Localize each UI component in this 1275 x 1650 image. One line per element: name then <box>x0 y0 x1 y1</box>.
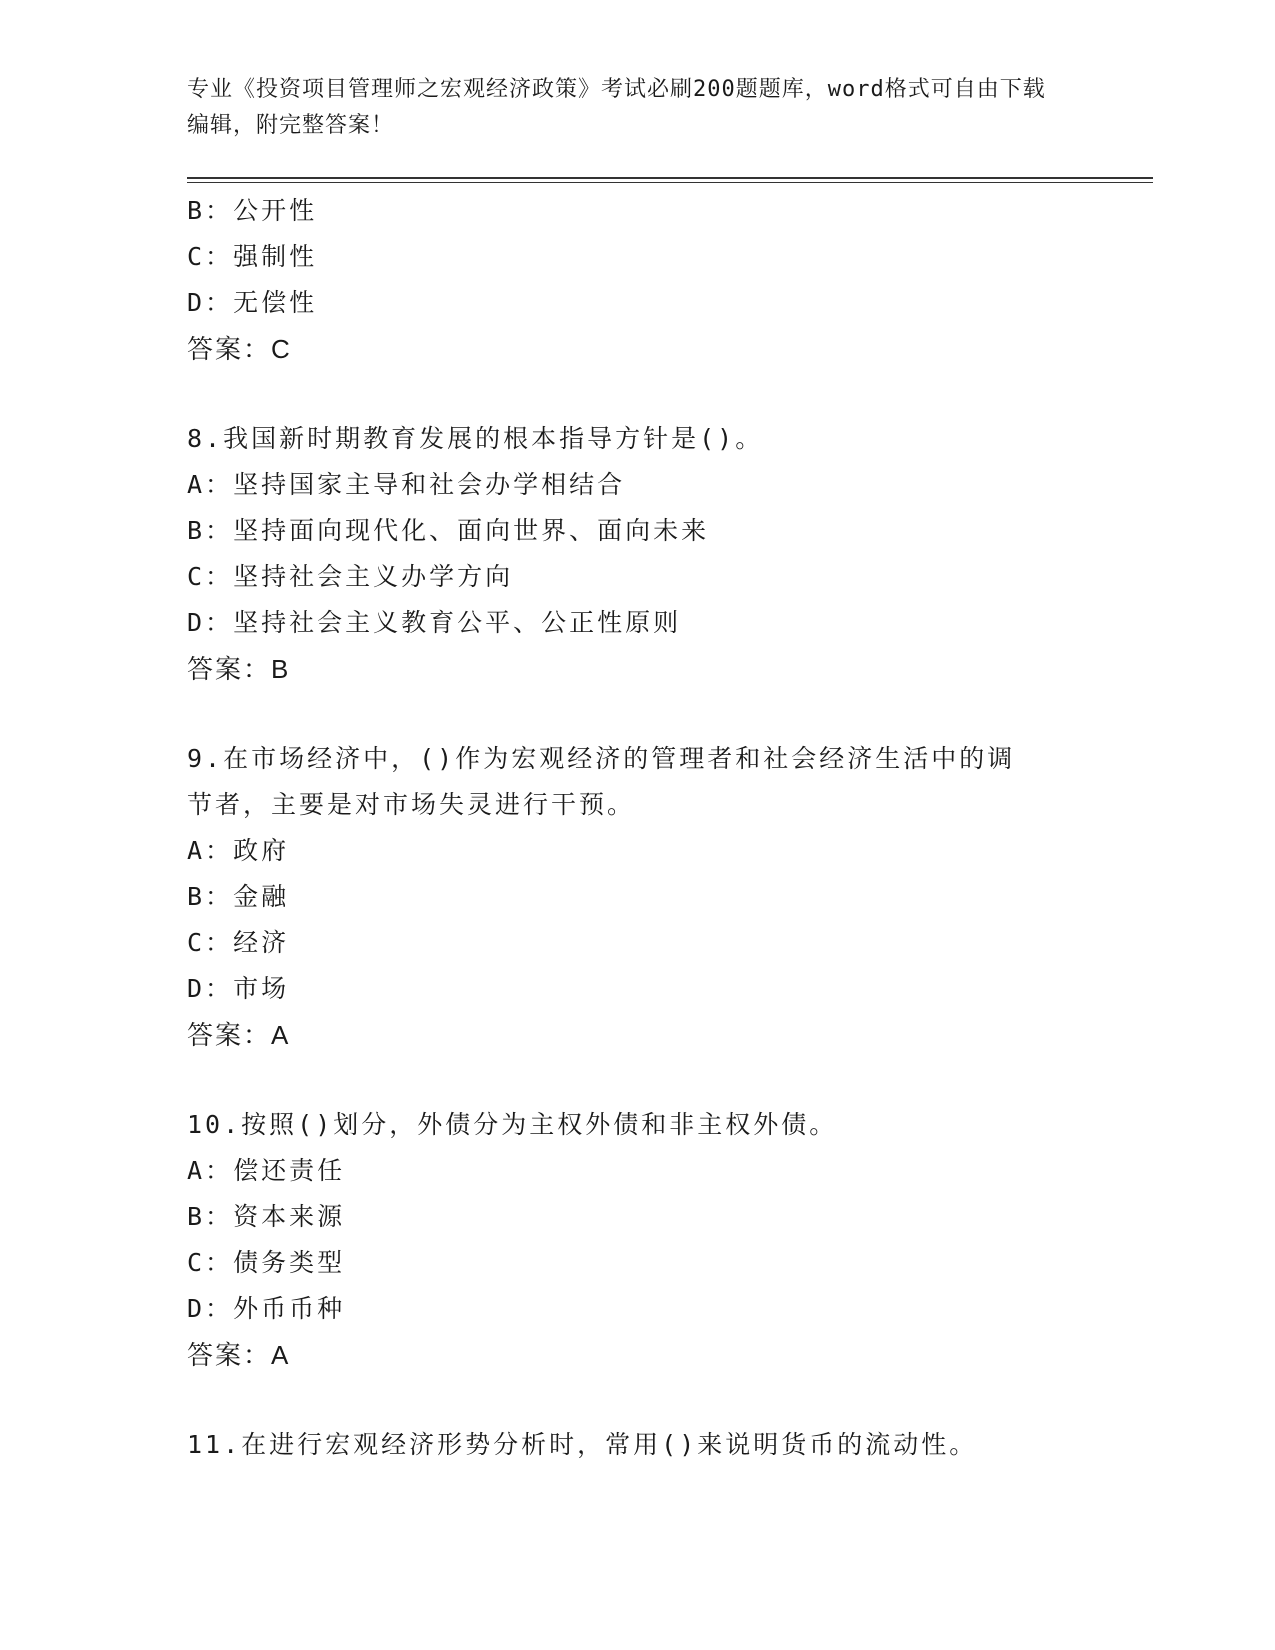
option-label: C： <box>187 562 234 591</box>
option-text: 坚持国家主导和社会办学相结合 <box>233 470 626 499</box>
option-text: 公开性 <box>233 196 318 225</box>
option-a <box>187 462 1087 508</box>
answer-line: 答案：B <box>187 654 291 684</box>
option-label: A： <box>187 470 234 499</box>
option-text: 坚持社会主义教育公平、公正性原则 <box>233 608 682 637</box>
option-b <box>187 874 1087 920</box>
option-text: 坚持社会主义办学方向 <box>233 562 514 591</box>
option-label: D： <box>187 608 234 637</box>
option-c <box>187 554 1087 600</box>
option-text: 无偿性 <box>233 288 318 317</box>
option-text: 强制性 <box>233 242 318 271</box>
option-b <box>187 508 1087 554</box>
option-label: B： <box>187 1202 234 1231</box>
option-label: B： <box>187 196 234 225</box>
option-label: B： <box>187 516 234 545</box>
option-d <box>187 966 1087 1012</box>
option-c <box>187 920 1087 966</box>
question-8 <box>187 416 1087 692</box>
option-text: 资本来源 <box>233 1202 346 1231</box>
option-b <box>187 1194 1087 1240</box>
answer-line: 答案：A <box>187 1020 291 1050</box>
header-divider-thin <box>187 182 1153 183</box>
option-text: 外币币种 <box>233 1294 346 1323</box>
option-label: C： <box>187 242 234 271</box>
document-header: 专业《投资项目管理师之宏观经济政策》考试必刷200题题库，word格式可自由下载编辑，附完整答案！ <box>187 77 1046 138</box>
option-label: B： <box>187 882 234 911</box>
option-b <box>187 188 1087 234</box>
option-text: 金融 <box>233 882 290 911</box>
answer-line: 答案：C <box>187 334 292 364</box>
question-content <box>187 188 1087 1468</box>
option-c <box>187 234 1087 280</box>
header-divider-thick <box>187 177 1153 179</box>
question-stem: 9.在市场经济中，()作为宏观经济的管理者和社会经济生活中的调节者，主要是对市场失灵进行干预。 <box>187 744 1016 819</box>
option-text: 市场 <box>233 974 290 1003</box>
option-text: 政府 <box>233 836 290 865</box>
option-a <box>187 1148 1087 1194</box>
question-stem: 10.按照()划分，外债分为主权外债和非主权外债。 <box>187 1110 838 1139</box>
option-text: 偿还责任 <box>233 1156 346 1185</box>
option-text: 债务类型 <box>233 1248 346 1277</box>
question-stem: 11.在进行宏观经济形势分析时，常用()来说明货币的流动性。 <box>187 1430 978 1459</box>
option-a <box>187 828 1087 874</box>
option-d <box>187 280 1087 326</box>
question-11 <box>187 1422 1087 1468</box>
question-10 <box>187 1102 1087 1378</box>
option-c <box>187 1240 1087 1286</box>
option-label: C： <box>187 1248 234 1277</box>
answer-line: 答案：A <box>187 1340 291 1370</box>
option-text: 坚持面向现代化、面向世界、面向未来 <box>233 516 710 545</box>
question-9 <box>187 736 1087 1058</box>
option-label: D： <box>187 974 234 1003</box>
option-d <box>187 1286 1087 1332</box>
option-d <box>187 600 1087 646</box>
option-label: C： <box>187 928 234 957</box>
option-label: D： <box>187 1294 234 1323</box>
question-7-continued <box>187 188 1087 372</box>
option-label: A： <box>187 836 234 865</box>
option-label: D： <box>187 288 234 317</box>
option-label: A： <box>187 1156 234 1185</box>
question-stem: 8.我国新时期教育发展的根本指导方针是()。 <box>187 424 764 453</box>
option-text: 经济 <box>233 928 290 957</box>
